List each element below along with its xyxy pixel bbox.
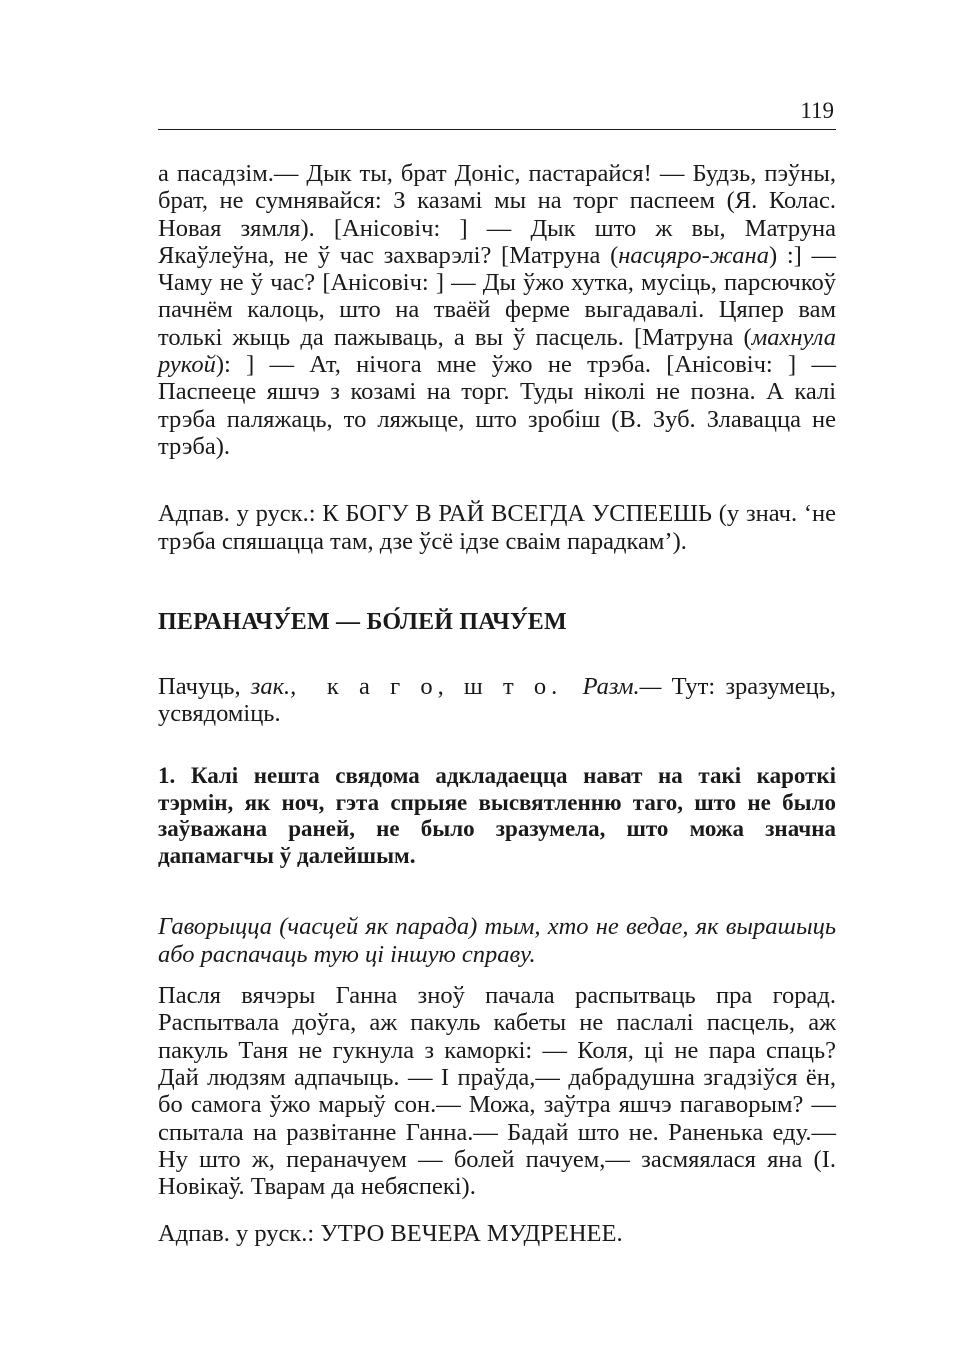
russian-equivalent-1: Адпав. у руск.: К БОГУ В РАЙ ВСЕГДА УСПЕЕШЬ (у знач. ‘не трэба спяшацца там, дзе ўсё ідзе сваім парадкам’).	[158, 500, 836, 555]
word-definition	[158, 673, 836, 728]
meaning-1: 1. Калі нешта свядома адкладаецца нават на такі кароткі тэрмін, як ноч, гэта спрыяе высвятленню таго, што не было заўважана раней, не было зразумела, што можа значна дапамагчы ў далейшым.	[158, 763, 836, 868]
russian-equivalent-2: Адпав. у руск.: УТРО ВЕЧЕРА МУДРЕНЕЕ.	[158, 1220, 623, 1248]
entry-heading: ПЕРАНАЧУ́ЕМ — БО́ЛЕЙ ПАЧУ́ЕМ	[158, 608, 567, 635]
book-page	[158, 96, 836, 1248]
stage-direction-2: махнула рукой	[158, 323, 836, 379]
header-rule	[158, 129, 836, 130]
continued-text-2: ) :] — Чаму не ў час? [Анісовіч: ] — Ды ўжо хутка, мусіць, парсючкоў пачнём калоць, што на тваёй ферме выгадавалі. Цяпер вам толькі жыць да пажываць, а вы ў пасцель. [Матруна (	[158, 241, 836, 351]
definition-grammar: зак.,	[250, 672, 297, 700]
usage-note: Гаворыцца (часцей як парада) тым, хто не ведае, як вырашыць або распачаць тую ці іншую справу.	[158, 913, 836, 968]
stage-direction-1: насцяро-жана	[618, 241, 769, 269]
definition-style: Разм.—	[582, 672, 662, 700]
example-quote: Пасля вячэры Ганна зноў пачала распытваць пра горад. Распытвала доўга, аж пакуль кабеты не паслалі пасцель, аж пакуль Таня не гукнула з каморкі: — Коля, ці не пара спаць? Дай людзям адпачыць. — І праўда,— дабрадушна згадзіўся ён, бо самога ўжо марыў сон.— Можа, заўтра яшчэ пагаворым? — спытала на развітанне Ганна.— Бадай што не. Раненька еду.— Ну што ж, пераначуем — болей пачуем,— засмяялася яна (І. Новікаў. Тварам да небяспекі).	[158, 982, 836, 1201]
continued-text-3: ): ] — Ат, нічога мне ўжо не трэба. [Анісовіч: ] — Паспееце яшчэ з козамі на торг. Туды ніколі не позна. А калі трэба паляжаць, то ляжыце, што зробіш (В. Зуб. Злавацца не трэба).	[158, 351, 836, 460]
definition-meaning: Тут: зразумець, усвядоміць.	[158, 672, 837, 728]
continued-text-1: а пасадзім.— Дык ты, брат Доніс, пастарайся! — Будзь, пэўны, брат, не сумнявайся: З казамі мы на торг паспеем (Я. Колас. Новая зямля). [Анісовіч: ] — Дык што ж вы, Матруна Якаўлеўна, не ў час захварэлі? [Матруна (	[158, 160, 836, 269]
definition-government: к а г о, ш т о.	[326, 672, 563, 700]
continued-paragraph	[158, 160, 836, 460]
definition-word: Пачуць,	[158, 672, 241, 700]
page-number: 119	[800, 98, 834, 123]
